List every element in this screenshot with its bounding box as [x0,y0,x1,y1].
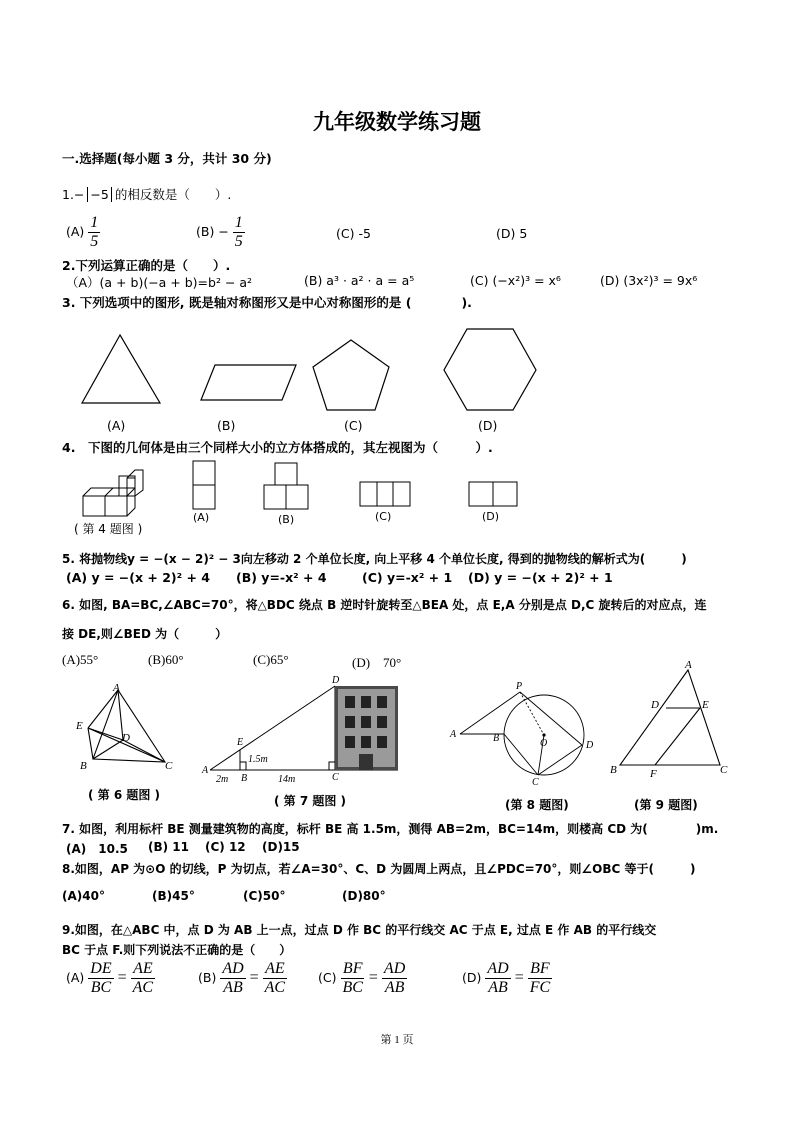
denominator: 5 [234,233,243,250]
q2-option-c: (C) (−x²)³ = x⁶ [470,273,561,288]
fig6-label-e: E [76,720,83,732]
q8-option-c: (C)50° [243,889,286,903]
fig9-label-c: C [720,764,728,776]
q4-label-d: (D) [482,510,500,523]
fraction [220,960,245,997]
fig6-label-c: C [165,760,173,772]
denominator: 5 [90,233,99,250]
figures-row [70,658,750,788]
q1-option-b [196,214,245,251]
q5-option-b: (B) y=-x² + 4 [236,570,327,585]
q4-label-a: (A) [193,511,210,524]
fig8-label-p: P [516,681,523,692]
fraction [131,960,155,997]
denominator: AC [132,979,154,996]
denominator: AB [488,979,508,996]
numerator: AE [265,960,285,977]
view-d-figure [469,482,517,506]
q1-option-a [66,214,100,251]
q1-prefix: 1.− [62,187,85,202]
fig9-label-d: D [651,699,659,711]
numerator: AE [133,960,153,977]
fraction [340,960,364,997]
view-b-figure [264,463,308,509]
fig6-diagram [88,690,165,762]
page-footer: 第 1 页 [380,1034,414,1046]
fraction [233,214,245,251]
fig7-label-d: D [332,675,340,686]
q4-figures [75,458,535,518]
triangle-shape [82,335,160,403]
fig8-label-d: D [586,740,594,751]
option-label: (A) [66,224,85,239]
numerator: AD [383,960,406,977]
q6-option-a: (A)55° [62,652,99,667]
q5-option-d: (D) y = −(x + 2)² + 1 [468,570,613,585]
denominator: BC [342,979,363,996]
fig9-caption: (第 9 题图) [634,798,698,812]
q5-option-c: (C) y=-x² + 1 [362,570,453,585]
question-9-stem-line1: 9.如图，在△ABC 中，点 D 为 AB 上一点，过点 D 作 BC 的平行线交 AC 于点 E, 过点 E 作 AB 的平行线交 [62,923,657,937]
fig6-caption: ( 第 6 题图 ) [88,788,161,802]
fig6-label-b: B [80,760,87,772]
fraction [88,960,113,997]
q8-option-d: (D)80° [342,889,386,903]
q3-label-a: (A) [107,418,126,433]
option-label: (A) [66,970,85,985]
q1-option-d: (D) 5 [496,226,528,241]
q1-suffix: 的相反数是（ ）. [114,187,232,202]
page-title: 九年级数学练习题 [313,109,481,134]
hexagon-shape [444,329,536,410]
option-label: (B) [198,970,217,985]
fraction [88,214,100,251]
section-heading: 一.选择题(每小题 3 分，共计 30 分) [62,151,272,166]
q2-option-b: (B) a³ · a² · a = a⁵ [304,273,415,288]
fig7-label-b: B [241,773,248,784]
parallelogram-shape [201,365,296,400]
question-1-stem [62,185,231,203]
q7-option-d: (D)15 [262,840,300,854]
fig8-caption: (第 8 题图) [505,798,569,812]
question-2-stem: 2.下列运算正确的是（ ）. [62,258,231,273]
fig7-label-e: E [237,737,244,748]
q5-option-a: (A) y = −(x + 2)² + 4 [66,570,210,585]
numerator: BF [530,960,550,977]
q9-option-b: (B) $\frac{AD}{AB}$ = $\frac{AE}{AC}$ [198,960,286,996]
fig8-center-dot [542,733,545,736]
question-7-stem: 7. 如图，利用标杆 BE 测量建筑物的高度，标杆 BE 高 1.5m，测得 AB=2m，BC=14m，则楼高 CD 为( )m. [62,822,719,836]
numerator: AD [222,960,244,977]
fig8-label-a: A [450,729,457,740]
question-5-stem: 5. 将抛物线y = −(x − 2)² − 3向左移动 2 个单位长度, 向上平移 4 个单位长度, 得到的抛物线的解析式为( ) [62,552,687,566]
numerator: 1 [234,214,243,231]
cube-stack-figure [83,470,143,516]
view-c-figure [360,482,410,506]
q1-abs-value: −5 [87,187,111,202]
denominator: AB [223,979,243,996]
numerator: AD [487,960,509,977]
fig4-caption: ( 第 4 题图 ) [74,522,143,536]
question-6-stem-line2: 接 DE,则∠BED 为（ ） [62,627,228,641]
fig8-label-c: C [532,777,539,788]
q2-option-d: (D) (3x²)³ = 9x⁶ [600,273,698,288]
question-3-stem: 3. 下列选项中的图形, 既是轴对称图形又是中心对称图形的是 ( ). [62,295,472,310]
q1-option-c: (C) -5 [336,226,371,241]
q8-option-b: (B)45° [152,889,195,903]
q7-option-b: (B) 11 [148,840,189,854]
q4-label-c: (C) [375,510,392,523]
q9-option-a: (A) $\frac{DE}{BC}$ = $\frac{AE}{AC}$ [66,960,154,996]
question-6-stem-line1: 6. 如图, BA=BC,∠ABC=70°，将△BDC 绕点 B 逆时针旋转至△BEA 处，点 E,A 分别是点 D,C 旋转后的对应点，连 [62,598,707,612]
denominator: BC [90,979,112,996]
fig9-label-b: B [610,764,617,776]
q6-option-c: (C)65° [253,652,289,667]
pentagon-shape [313,340,389,410]
fig8-diagram [460,692,584,775]
q8-option-a: (A)40° [62,889,105,903]
fig6-label-d: D [122,732,130,744]
denominator: AB [384,979,405,996]
q2-option-a: （A）(a + b)(−a + b)=b² − a² [66,275,253,290]
q7-option-c: (C) 12 [205,840,246,854]
fig7-caption: ( 第 7 题图 ) [274,794,347,808]
fig8-label-o: O [540,738,548,749]
fig8-label-b: B [493,733,500,744]
fig7-label-ab: 2m [216,774,229,785]
q3-label-b: (B) [217,418,236,433]
denominator: AC [264,979,286,996]
fig7-label-bc: 14m [278,774,296,785]
numerator: BF [342,960,363,977]
fraction [528,960,552,997]
option-label: (D) [462,970,482,985]
question-9-stem-line2: BC 于点 F.则下列说法不正确的是（ ） [62,943,292,957]
q6-option-b: (B)60° [148,652,184,667]
denominator: FC [529,979,551,996]
fig9-label-f: F [650,768,657,780]
q3-label-d: (D) [478,418,498,433]
option-label: (B) [196,224,215,239]
q6-option-d: (D) 70° [352,655,402,670]
fraction [485,960,510,997]
q3-label-c: (C) [344,418,363,433]
question-8-stem: 8.如图，AP 为⊙O 的切线，P 为切点，若∠A=30°、C、D 为圆周上两点，且∠PDC=70°，则∠OBC 等于( ) [62,862,696,876]
fraction [382,960,407,997]
fig9-diagram [620,670,720,765]
fig9-label-a: A [685,659,692,671]
question-4-stem: 4. 下图的几何体是由三个同样大小的立方体搭成的，其左视图为（ ）. [62,440,493,455]
q4-label-b: (B) [278,513,295,526]
fig7-label-c: C [332,772,339,783]
fraction [263,960,287,997]
fig7-label-a: A [202,765,209,776]
numerator: 1 [90,214,99,231]
q9-option-d: (D) $\frac{AD}{AB}$ = $\frac{BF}{FC}$ [462,960,551,996]
view-a-figure [193,461,215,509]
q7-option-a: (A) 10.5 [66,842,128,856]
q9-option-c: (C) $\frac{BF}{BC}$ = $\frac{AD}{AB}$ [318,960,406,996]
minus-sign: − [218,224,229,239]
option-label: (C) [318,970,337,985]
fig6-label-a: A [113,682,120,694]
fig7-label-height: 1.5m [248,754,268,765]
fig9-label-e: E [702,699,709,711]
numerator: DE [90,960,112,977]
building-image [335,686,398,770]
